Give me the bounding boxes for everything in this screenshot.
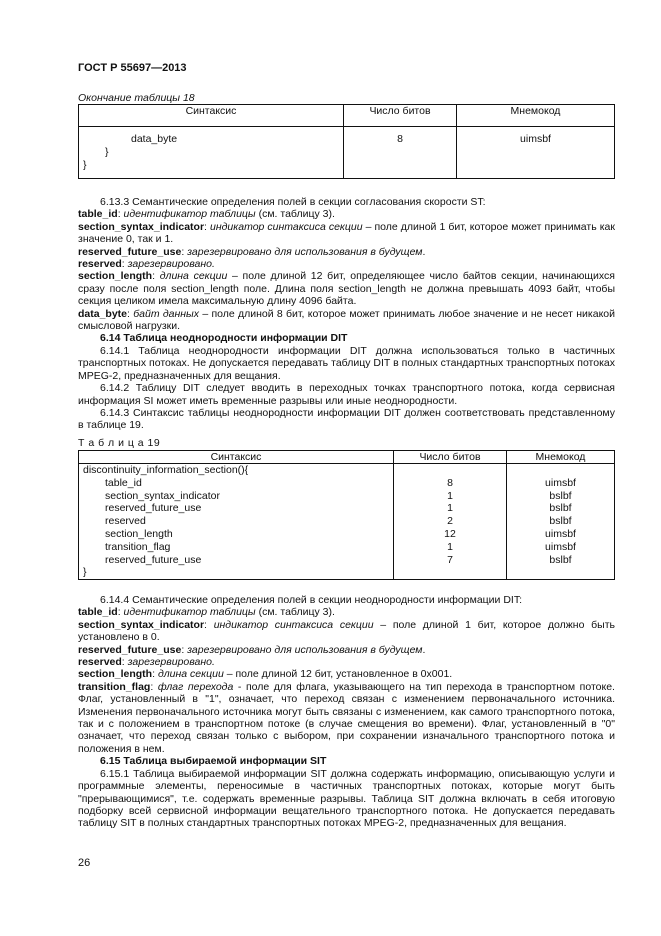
syntax-line: discontinuity_information_section(){ — [83, 464, 249, 476]
sep: : — [181, 245, 188, 258]
paragraph: 6.14.1 Таблица неоднородности информации DIT должна использоваться только в частичных транспортных потоках. Не допускается передавать таблицу DIT в полных стандартных транспортных потоках MPEG-2, предназначенных для вещания. — [78, 344, 615, 382]
bits-value: 1 — [447, 502, 453, 515]
field-name: section_length — [78, 668, 153, 681]
field-name: reserved_future_use — [78, 245, 182, 258]
syntax-line: } — [83, 158, 87, 171]
field-def-italic: флаг перехода — [157, 680, 234, 693]
mnemonic-value: bslbf — [549, 515, 572, 528]
field-name: section_syntax_indicator — [78, 618, 205, 631]
section-heading: 6.15 Таблица выбираемой информации SIT — [100, 755, 327, 768]
field-def-italic: байт данных — [133, 307, 200, 320]
syntax-cell — [79, 464, 394, 580]
syntax-line: data_byte — [131, 133, 178, 145]
field-tail: – поле длиной 12 бит, установленное в 0x001. — [223, 668, 453, 681]
col-bits-header: Число битов — [344, 105, 457, 127]
field-def-italic: зарезервировано для использования в будущем — [187, 643, 423, 656]
sep: : — [121, 258, 128, 271]
field-def — [78, 208, 615, 220]
field-tail: – поле длиной 1 бит, которое должно быть установлено в 0. — [78, 618, 615, 644]
mnemonic-value: bslbf — [549, 502, 572, 515]
syntax-line: table_id — [105, 476, 142, 489]
table-19-caption: Т а б л и ц а 19 — [78, 437, 161, 449]
sep: : — [117, 208, 124, 221]
bits-value: 12 — [444, 527, 456, 540]
sep: : — [117, 606, 124, 619]
sep: : — [181, 643, 188, 656]
sep: : — [121, 656, 128, 669]
syntax-line: reserved_future_use — [105, 553, 202, 566]
field-def — [78, 258, 615, 270]
paragraph: 6.14.3 Синтаксис таблицы неоднородности информации DIT должен соответствовать представленному в таблице 19. — [78, 406, 615, 432]
table-18-caption: Окончание таблицы 18 — [78, 92, 195, 104]
bits-value — [394, 464, 506, 477]
bits-value: 2 — [447, 515, 453, 528]
field-tail: – поле длиной 12 бит, определяющее число байтов секции, начинающихся сразу после поля section_length поле. Длина поля section_length не должна превышать 4093 байт, чтобы секция целиком имела максимальную длину 4096 байта. — [78, 270, 615, 308]
syntax-line: } — [105, 145, 109, 158]
text-block-1 — [78, 196, 615, 432]
syntax-line: section_syntax_indicator — [105, 489, 220, 502]
field-def-italic: идентификатор таблицы — [123, 606, 256, 619]
col-syntax-header: Синтаксис — [79, 451, 394, 464]
field-tail: - поле для флага, указывающего на тип перехода в транспортном потоке. Флаг, установленный в "1", означает, что переход связан с изменением первоначального источника. Изменения первоначального источника могут быть связаны с изменением, как самого транспортного потока, так и с положением в транспортном потоке (в случае смещения во времени). Флаг, установленный в "0" означает, что переход связан только с выбором, при сохранении изначального транспортного потока и положения в нем. — [78, 680, 615, 755]
mnemonic-value: uimsbf — [545, 527, 576, 540]
sep: : — [152, 270, 160, 283]
field-def — [78, 619, 615, 644]
table-18 — [78, 104, 615, 179]
document-header: ГОСТ Р 55697—2013 — [78, 62, 187, 74]
field-tail: – поле длиной 8 бит, которое может принимать любое значение и не несет никакой смысловой нагрузки. — [78, 307, 615, 333]
field-name: data_byte — [78, 307, 128, 320]
field-def-italic: длина секции — [157, 668, 224, 681]
field-def — [78, 270, 615, 307]
table-19 — [78, 450, 615, 580]
field-def — [78, 606, 615, 618]
field-name: table_id — [78, 606, 118, 619]
text-block-2 — [78, 594, 615, 830]
syntax-line: transition_flag — [105, 540, 171, 553]
field-def: reserved_future_use: зарезервировано для использования в будущем. — [78, 643, 426, 656]
table-row — [79, 127, 615, 179]
bits-cell — [394, 464, 507, 580]
field-name: reserved_future_use — [78, 643, 182, 656]
bits-value: 1 — [447, 489, 453, 502]
field-name: section_syntax_indicator — [78, 220, 205, 233]
field-def: reserved_future_use: зарезервировано для использования в будущем. — [78, 245, 426, 258]
mnemonic-value: bslbf — [549, 489, 572, 502]
paragraph: 6.14.4 Семантические определения полей в секции неоднородности информации DIT: — [100, 594, 522, 606]
section-heading: 6.14 Таблица неоднородности информации DIT — [100, 332, 348, 345]
sep: : — [150, 680, 158, 693]
field-def-italic: зарезервировано. — [127, 656, 215, 669]
field-def-italic: длина секции — [159, 270, 228, 283]
field-def — [78, 656, 615, 668]
bits-value: 8 — [447, 476, 453, 489]
paragraph: 6.14.2 Таблицу DIT следует вводить в переходных точках транспортного потока, когда сервисная информация SI может иметь временные разрывы или иные неоднородности. — [78, 382, 615, 407]
paragraph: 6.15.1 Таблица выбираемой информации SIT должна содержать информацию, описывающую услуги и программные элементы, переносимые в частичных транспортных потоках, которые могут быть "прерывающимися", т.е. содержать временные разрывы. Таблица SIT должна включать в себя итоговую подборку всей сервисной информации вещательного транспортного потока. Не допускается передавать таблицу SIT в полных стандартных транспортных потоках MPEG-2, предназначенных для вещания. — [78, 767, 615, 830]
field-def — [78, 308, 615, 333]
syntax-line: } — [83, 566, 87, 579]
syntax-cell — [79, 127, 344, 179]
field-def — [78, 221, 615, 246]
field-def-italic: зарезервировано. — [127, 258, 215, 271]
field-tail: (см. таблицу 3). — [255, 208, 335, 221]
field-name: reserved — [78, 258, 122, 271]
mnemonic-value: uimsbf — [545, 476, 576, 489]
col-bits-header: Число битов — [394, 451, 507, 464]
field-tail: (см. таблицу 3). — [255, 606, 335, 619]
sep: : — [204, 220, 211, 233]
bits-value: 1 — [447, 540, 453, 553]
bits-value — [394, 566, 506, 579]
syntax-line: reserved_future_use — [105, 502, 202, 515]
paragraph: 6.13.3 Семантические определения полей в секции согласования скорости ST: — [100, 196, 486, 208]
field-def-italic: идентификатор таблицы — [123, 208, 256, 221]
field-def-italic: зарезервировано для использования в будущем — [187, 245, 423, 258]
table-row — [79, 464, 615, 580]
field-def-italic: индикатор синтаксиса секции — [210, 220, 363, 233]
syntax-line: reserved — [105, 515, 146, 528]
mnemonic-value: uimsbf — [545, 540, 576, 553]
bits-cell: 8 — [344, 127, 457, 179]
field-def — [78, 668, 615, 680]
mnemonic-cell: uimsbf — [457, 127, 615, 179]
bits-value: 7 — [447, 553, 453, 566]
field-name: reserved — [78, 656, 122, 669]
sep: : — [204, 618, 214, 631]
page-number: 26 — [78, 857, 91, 869]
mnemonic-value: bslbf — [549, 553, 572, 566]
syntax-line: section_length — [105, 527, 173, 540]
mnemonic-cell — [507, 464, 615, 580]
mnemonic-value — [507, 566, 614, 579]
field-def — [78, 681, 615, 755]
sep: : — [152, 668, 158, 681]
field-tail: – поле длиной 1 бит, которое может принимать как значение 0, так и 1. — [78, 220, 615, 246]
col-mnemonic-header: Мнемокод — [507, 451, 615, 464]
field-name: transition_flag — [78, 680, 151, 693]
sep: : — [127, 307, 134, 320]
col-syntax-header: Синтаксис — [79, 105, 344, 127]
field-name: section_length — [78, 270, 153, 283]
field-name: table_id — [78, 208, 118, 221]
field-def-italic: индикатор синтаксиса секции — [213, 618, 374, 631]
mnemonic-value — [507, 464, 614, 477]
col-mnemonic-header: Мнемокод — [457, 105, 615, 127]
